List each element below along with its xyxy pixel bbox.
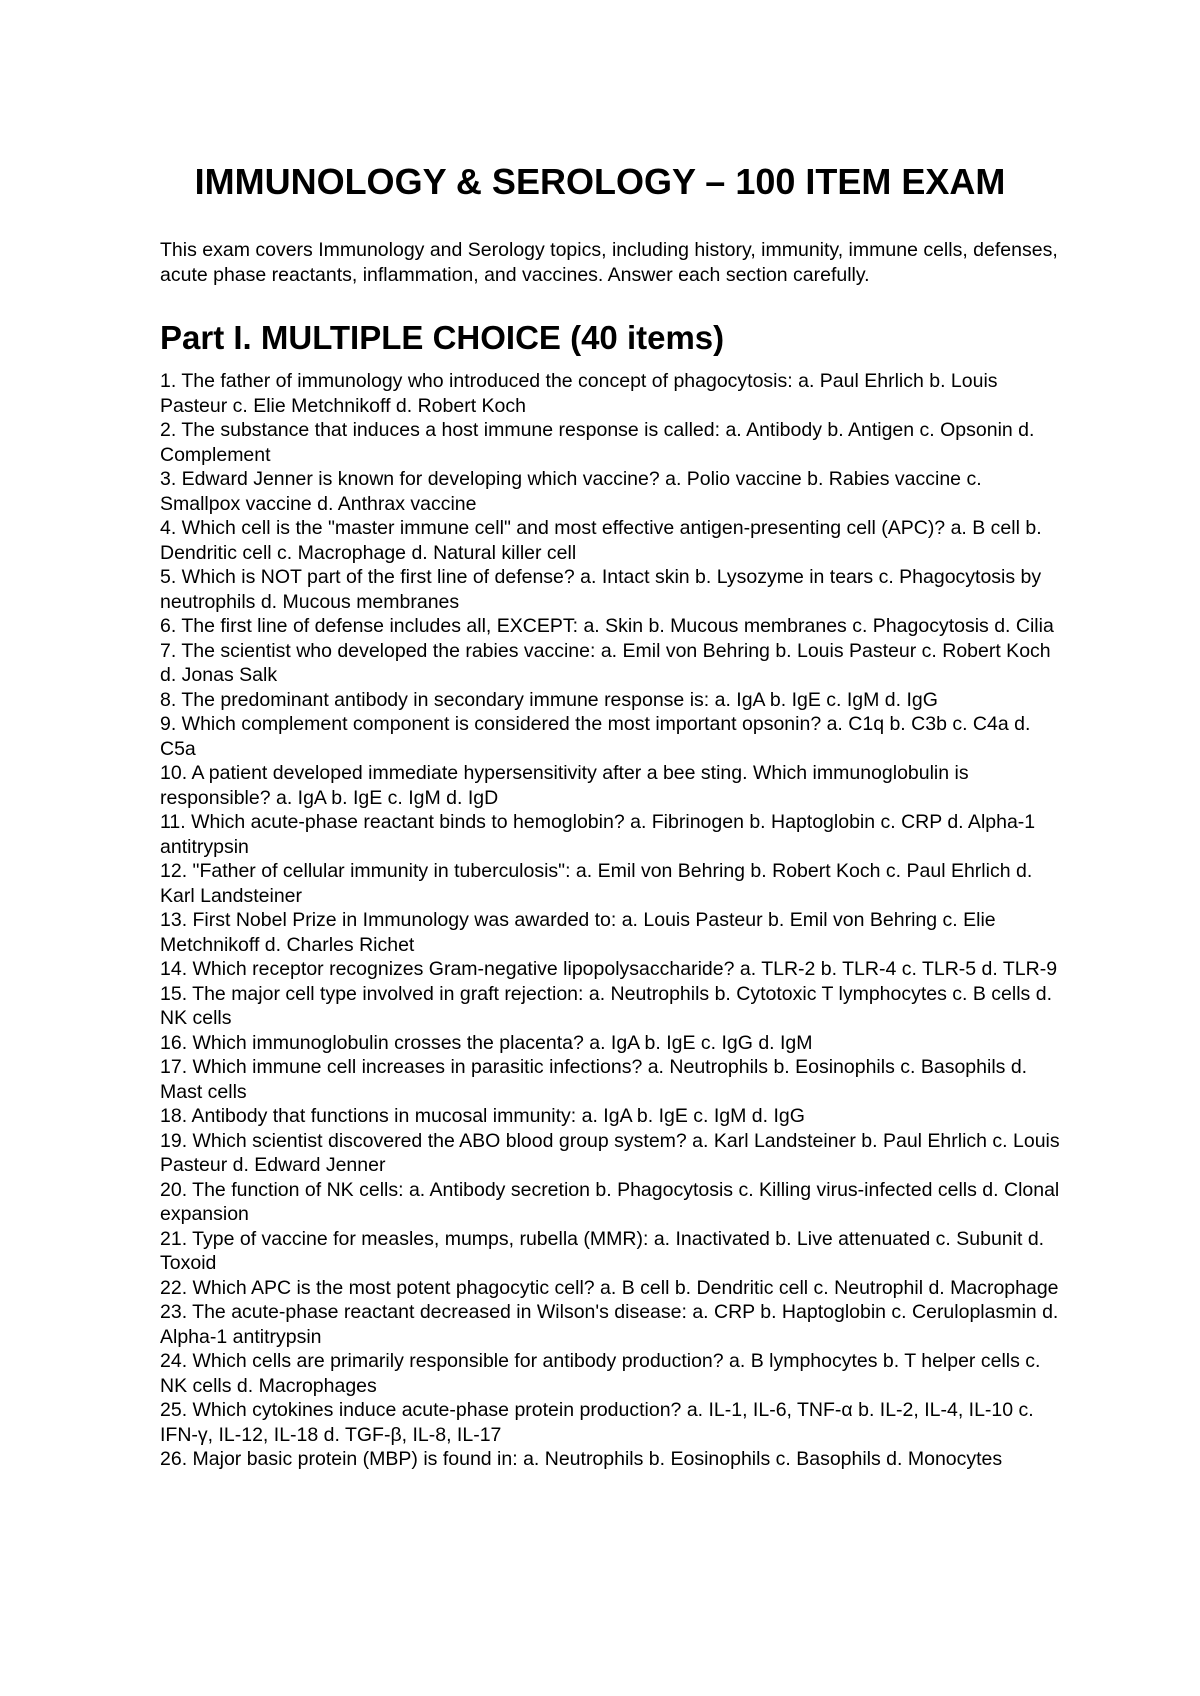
question-item: 25. Which cytokines induce acute-phase protein production? a. IL-1, IL-6, TNF-α b. IL-2, IL-4, IL-10 c. IFN-γ, IL-12, IL-18 d. TGF-β, IL-8, IL-17 <box>160 1399 1034 1446</box>
question-item: 16. Which immunoglobulin crosses the placenta? a. IgA b. IgE c. IgG d. IgM <box>160 1031 813 1054</box>
question-item: 11. Which acute-phase reactant binds to hemoglobin? a. Fibrinogen b. Haptoglobin c. CRP d. Alpha-1 antitrypsin <box>160 811 1036 858</box>
question-item: 9. Which complement component is considered the most important opsonin? a. C1q b. C3b c. C4a d. C5a <box>160 713 1031 760</box>
question-item: 5. Which is NOT part of the first line of defense? a. Intact skin b. Lysozyme in tears c. Phagocytosis by neutrophils d. Mucous membranes <box>160 566 1042 613</box>
question-item: 24. Which cells are primarily responsible for antibody production? a. B lymphocytes b. T helper cells c. NK cells d. Macrophages <box>160 1350 1041 1397</box>
question-item: 13. First Nobel Prize in Immunology was awarded to: a. Louis Pasteur b. Emil von Behring c. Elie Metchnikoff d. Charles Richet <box>160 909 996 956</box>
question-item: 3. Edward Jenner is known for developing which vaccine? a. Polio vaccine b. Rabies vaccine c. Smallpox vaccine d. Anthrax vaccine <box>160 468 982 515</box>
question-item: 22. Which APC is the most potent phagocytic cell? a. B cell b. Dendritic cell c. Neutrophil d. Macrophage <box>160 1276 1059 1299</box>
question-item: 15. The major cell type involved in graft rejection: a. Neutrophils b. Cytotoxic T lymphocytes c. B cells d. NK cells <box>160 982 1052 1029</box>
exam-title: IMMUNOLOGY & SEROLOGY – 100 ITEM EXAM <box>194 161 1006 202</box>
question-item: 19. Which scientist discovered the ABO blood group system? a. Karl Landsteiner b. Paul Ehrlich c. Louis Pasteur d. Edward Jenner <box>160 1129 1060 1176</box>
exam-intro: This exam covers Immunology and Serology topics, including history, immunity, immune cells, defenses, acute phase reactants, inflammation, and vaccines. Answer each section carefully. <box>160 239 1058 286</box>
section-heading-part1: Part I. MULTIPLE CHOICE (40 items) <box>160 319 725 356</box>
question-item: 20. The function of NK cells: a. Antibody secretion b. Phagocytosis c. Killing virus-infected cells d. Clonal expansion <box>160 1178 1060 1225</box>
question-item: 17. Which immune cell increases in parasitic infections? a. Neutrophils b. Eosinophils c. Basophils d. Mast cells <box>160 1056 1028 1103</box>
question-item: 26. Major basic protein (MBP) is found in: a. Neutrophils b. Eosinophils c. Basophils d. Monocytes <box>160 1448 1003 1470</box>
question-item: 23. The acute-phase reactant decreased in Wilson's disease: a. CRP b. Haptoglobin c. Ceruloplasmin d. Alpha-1 antitrypsin <box>160 1301 1059 1348</box>
question-item: 2. The substance that induces a host immune response is called: a. Antibody b. Antigen c. Opsonin d. Complement <box>160 419 1035 466</box>
question-item: 21. Type of vaccine for measles, mumps, rubella (MMR): a. Inactivated b. Live attenuated c. Subunit d. Toxoid <box>160 1227 1045 1274</box>
question-item: 10. A patient developed immediate hypersensitivity after a bee sting. Which immunoglobulin is responsible? a. IgA b. IgE c. IgM d. IgD <box>160 762 969 809</box>
question-item: 8. The predominant antibody in secondary immune response is: a. IgA b. IgE c. IgM d. IgG <box>160 688 938 711</box>
question-item: 14. Which receptor recognizes Gram-negative lipopolysaccharide? a. TLR-2 b. TLR-4 c. TLR-5 d. TLR-9 <box>160 958 1058 980</box>
question-item: 6. The first line of defense includes all, EXCEPT: a. Skin b. Mucous membranes c. Phagocytosis d. Cilia <box>160 615 1054 637</box>
question-item: 4. Which cell is the "master immune cell" and most effective antigen-presenting cell (APC)? a. B cell b. Dendritic cell c. Macrophage d. Natural killer cell <box>160 517 1042 564</box>
question-item: 12. "Father of cellular immunity in tuberculosis": a. Emil von Behring b. Robert Koch c. Paul Ehrlich d. Karl Landsteiner <box>160 860 1033 907</box>
question-item: 18. Antibody that functions in mucosal immunity: a. IgA b. IgE c. IgM d. IgG <box>160 1105 805 1127</box>
question-list <box>160 369 1060 1472</box>
question-item: 7. The scientist who developed the rabies vaccine: a. Emil von Behring b. Louis Pasteur c. Robert Koch d. Jonas Salk <box>160 639 1051 686</box>
question-item: 1. The father of immunology who introduced the concept of phagocytosis: a. Paul Ehrlich b. Louis Pasteur c. Elie Metchnikoff d. Robert Koch <box>160 370 998 417</box>
